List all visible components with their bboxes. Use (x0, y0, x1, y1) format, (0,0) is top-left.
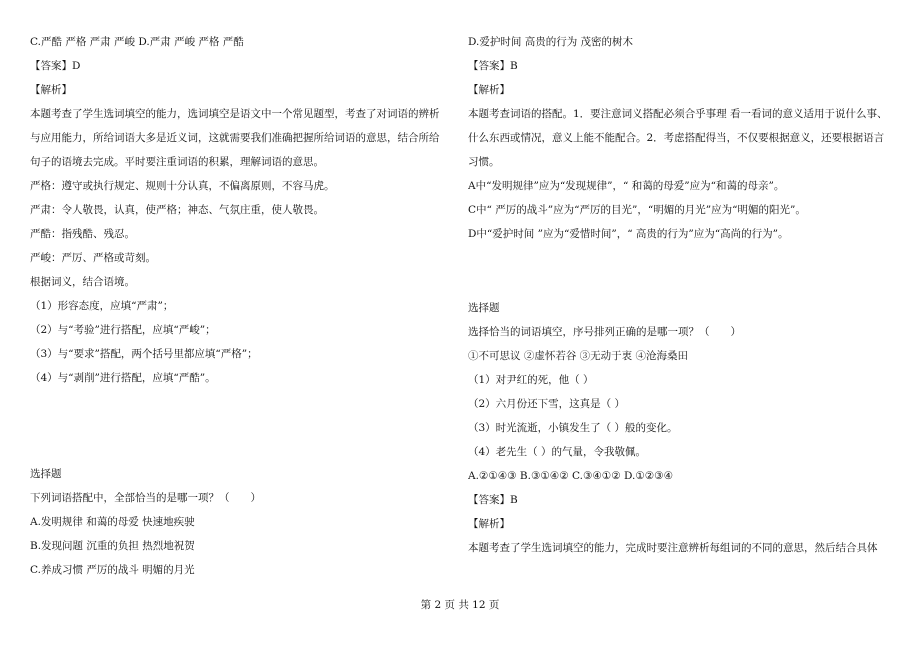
q3-word-options: ①不可思议 ②虚怀若谷 ③无动于衷 ④沧海桑田 (468, 350, 689, 362)
q1-analysis-line: 与应用能力，所给词语大多是近义词，这就需要我们准确把握所给词语的意思，结合所给 (30, 132, 440, 144)
q1-analysis-line: （4）与“剥削”进行搭配，应填“严酷”。 (30, 372, 216, 384)
q1-analysis-line: 严酷：指残酷、残忍。 (30, 228, 135, 240)
q3-type-label: 选择题 (468, 302, 500, 314)
q1-analysis-line: （3）与“要求”搭配，两个括号里都应填“严格”； (30, 348, 258, 360)
q3-item: （4）老先生（ ）的气量，令我敬佩。 (468, 446, 647, 458)
q3-answer: 【答案】B (468, 494, 518, 506)
q3-choices: A.②①④③ B.③①④② C.③④①② D.①②③④ (468, 470, 673, 482)
q1-analysis-line: （2）与“考验”进行搭配，应填“严峻”； (30, 324, 216, 336)
q3-analysis-line: 本题考查了学生选词填空的能力，完成时要注意辨析每组词的不同的意思，然后结合具体 (468, 542, 878, 554)
q2-option-d: D.爱护时间 高贵的行为 茂密的树木 (468, 36, 634, 48)
q2-stem: 下列词语搭配中，全部恰当的是哪一项？（ ） (30, 492, 261, 504)
q1-answer: 【答案】D (30, 60, 81, 72)
q2-analysis-line: 习惯。 (468, 156, 500, 168)
q1-analysis-label: 【解析】 (30, 84, 72, 96)
q1-analysis-line: 根据词义，结合语境。 (30, 276, 135, 288)
q2-option: A.发明规律 和蔼的母爱 快速地疾驶 (30, 516, 195, 528)
q2-answer: 【答案】B (468, 60, 518, 72)
page-footer: 第 2 页 共 12 页 (420, 599, 500, 611)
q1-analysis-line: 本题考查了学生选词填空的能力，选词填空是语文中一个常见题型，考查了对词语的辨析 (30, 108, 440, 120)
right-column (468, 30, 888, 560)
q2-analysis-line: D中“爱护时间 ”应为“爱惜时间”，“ 高贵的行为”应为“高尚的行为”。 (468, 228, 789, 240)
q3-analysis-label: 【解析】 (468, 518, 510, 530)
q1-analysis-line: 严肃：令人敬畏，认真，使严格；神态、气氛庄重，使人敬畏。 (30, 204, 324, 216)
q2-type-label: 选择题 (30, 468, 62, 480)
q1-analysis-line: 句子的语境去完成。平时要注重词语的积累，理解词语的意思。 (30, 156, 324, 168)
q2-analysis-line: A中“发明规律”应为“发现规律”，“ 和蔼的母爱”应为“和蔼的母亲”。 (468, 180, 785, 192)
q2-option: B.发现问题 沉重的负担 热烈地祝贺 (30, 540, 195, 552)
q2-analysis-label: 【解析】 (468, 84, 510, 96)
q3-item: （2）六月份还下雪，这真是（ ） (468, 398, 626, 410)
q2-analysis-line: 本题考查词语的搭配。1．要注意词义搭配必须合乎事理 看一看词的意义适用于说什么事、 (468, 108, 888, 120)
left-column (30, 30, 450, 582)
q3-item: （1）对尹红的死，他（ ） (468, 374, 594, 386)
q1-analysis-line: （1）形容态度，应填“严肃”； (30, 300, 174, 312)
q1-options-tail: C.严酷 严格 严肃 严峻 D.严肃 严峻 严格 严酷 (30, 36, 244, 48)
q3-item: （3）时光流逝，小镇发生了（ ）般的变化。 (468, 422, 678, 434)
q2-analysis-line: 什么东西或情况，意义上能不能配合。2．考虑搭配得当，不仅要根据意义，还要根据语言 (468, 132, 885, 144)
q3-stem: 选择恰当的词语填空，序号排列正确的是哪一项？（ ） (468, 326, 741, 338)
q1-analysis-line: 严格：遵守或执行规定、规则十分认真，不偏离原则，不容马虎。 (30, 180, 335, 192)
q2-option: C.养成习惯 严厉的战斗 明媚的月光 (30, 564, 195, 576)
q2-analysis-line: C中“ 严厉的战斗”应为“严厉的目光”，“明媚的月光”应为“明媚的阳光”。 (468, 204, 806, 216)
q1-analysis-line: 严峻：严厉、严格或苛刻。 (30, 252, 156, 264)
